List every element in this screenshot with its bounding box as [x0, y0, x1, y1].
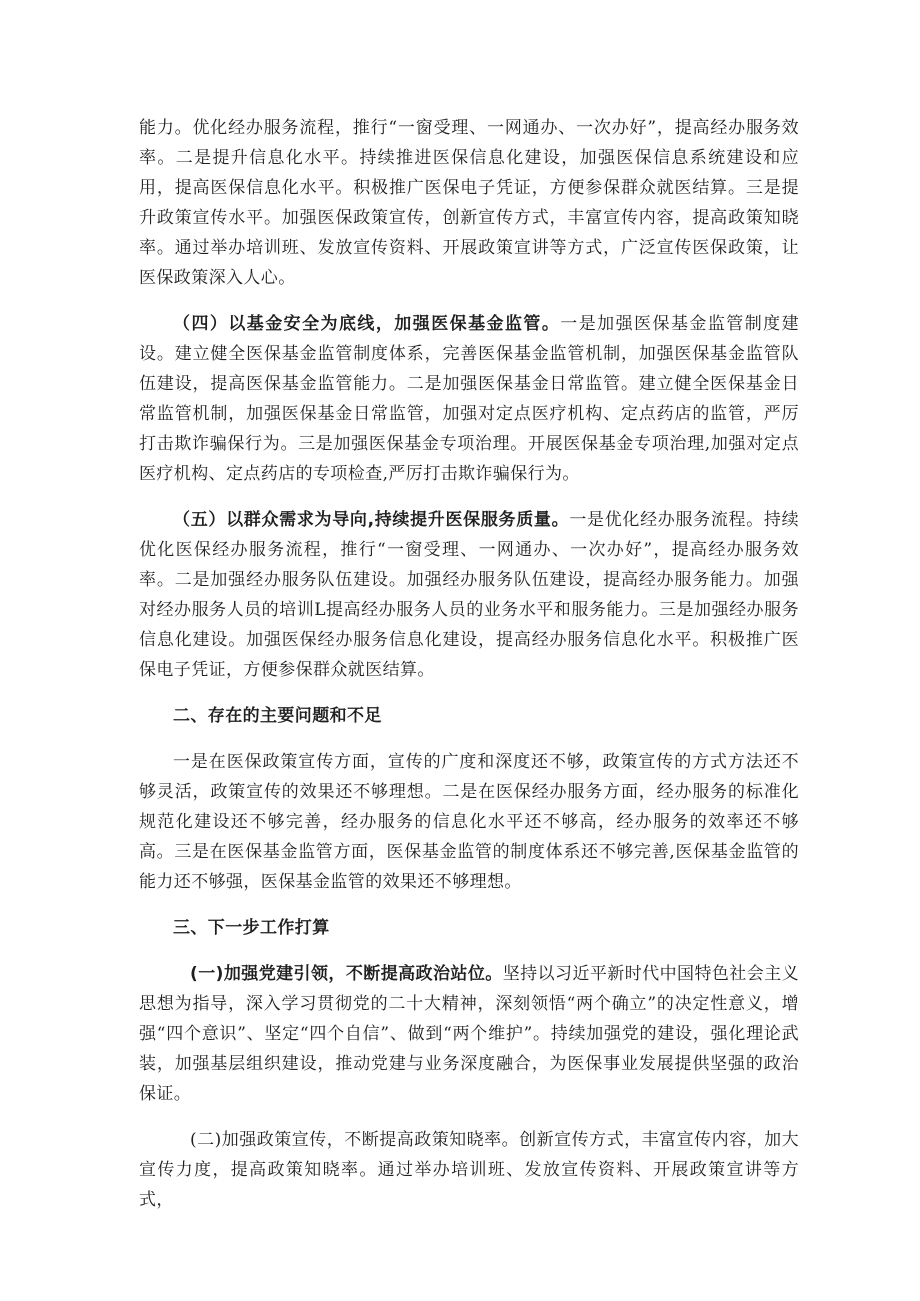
paragraph-text: 一是优化经办服务流程。持续优化医保经办服务流程，推行“一窗受理、一网通办、一次办好”，提高经办服务效率。二是加强经办服务队伍建设。加强经办服务队伍建设，提高经办服务能力。加强对经办服务人员的培训L提高经办服务人员的业务水平和服务能力。三是加强经办服务信息化建设。加强医保经办服务信息化建设，提高经办服务信息化水平。积极推广医保电子凭证，方便参保群众就医结算。	[139, 510, 799, 680]
paragraph-problems	[139, 747, 799, 897]
paragraph-policy-publicity	[139, 1125, 799, 1215]
paragraph-lead-heading: （四）以基金安全为底线，加强医保基金监管。	[173, 314, 561, 334]
paragraph-text: (二)加强政策宣传，不断提高政策知晓率。创新宣传方式，丰富宣传内容，加大宣传力度，提高政策知晓率。通过举办培训班、发放宣传资料、开展政策宣讲等方式，	[139, 1130, 799, 1210]
paragraph-text: 坚持以习近平新时代中国特色社会主义思想为指导，深入学习贯彻党的二十大精神，深刻领悟“两个确立”的决定性意义，增强“四个意识”、坚定“四个自信”、做到“两个维护”。持续加强党的建设，强化理论武装，加强基层组织建设，推动党建与业务深度融合，为医保事业发展提供坚强的政治保证。	[139, 964, 799, 1104]
paragraph-fund-supervision	[139, 309, 799, 489]
paragraph-lead-heading: (一)加强党建引领，不断提高政治站位。	[190, 964, 503, 984]
paragraph-party-building	[139, 959, 799, 1109]
paragraph-lead-heading: （五）以群众需求为导向,持续提升医保服务质量。	[173, 510, 570, 530]
paragraph-text: 一是在医保政策宣传方面，宣传的广度和深度还不够，政策宣传的方式方法还不够灵活，政策宣传的效果还不够理想。二是在医保经办服务方面，经办服务的标准化规范化建设还不够完善，经办服务的信息化水平还不够高，经办服务的效率还不够高。三是在医保基金监管方面，医保基金监管的制度体系还不够完善,医保基金监管的能力还不够强，医保基金监管的效果还不够理想。	[139, 752, 799, 892]
section-heading-next-steps: 三、下一步工作打算	[173, 918, 330, 938]
paragraph-text: 能力。优化经办服务流程，推行“一窗受理、一网通办、一次办好”，提高经办服务效率。二是提升信息化水平。持续推进医保信息化建设，加强医保信息系统建设和应用，提高医保信息化水平。积极推广医保电子凭证，方便参保群众就医结算。三是提升政策宣传水平。加强医保政策宣传，创新宣传方式，丰富宣传内容，提高政策知晓率。通过举办培训班、发放宣传资料、开展政策宣讲等方式，广泛宣传医保政策，让医保政策深入人心。	[139, 118, 799, 288]
section-heading-problems: 二、存在的主要问题和不足	[173, 706, 382, 726]
paragraph-continued	[139, 113, 799, 293]
document-body	[139, 113, 799, 1231]
paragraph-service-quality	[139, 505, 799, 685]
paragraph-text: 一是加强医保基金监管制度建设。建立健全医保基金监管制度体系，完善医保基金监管机制，加强医保基金监管队伍建设，提高医保基金监管能力。二是加强医保基金日常监管。建立健全医保基金日常监管机制，加强医保基金日常监管，加强对定点医疗机构、定点药店的监管，严厉打击欺诈骗保行为。三是加强医保基金专项治理。开展医保基金专项治理,加强对定点医疗机构、定点药店的专项检查,严厉打击欺诈骗保行为。	[139, 314, 800, 484]
